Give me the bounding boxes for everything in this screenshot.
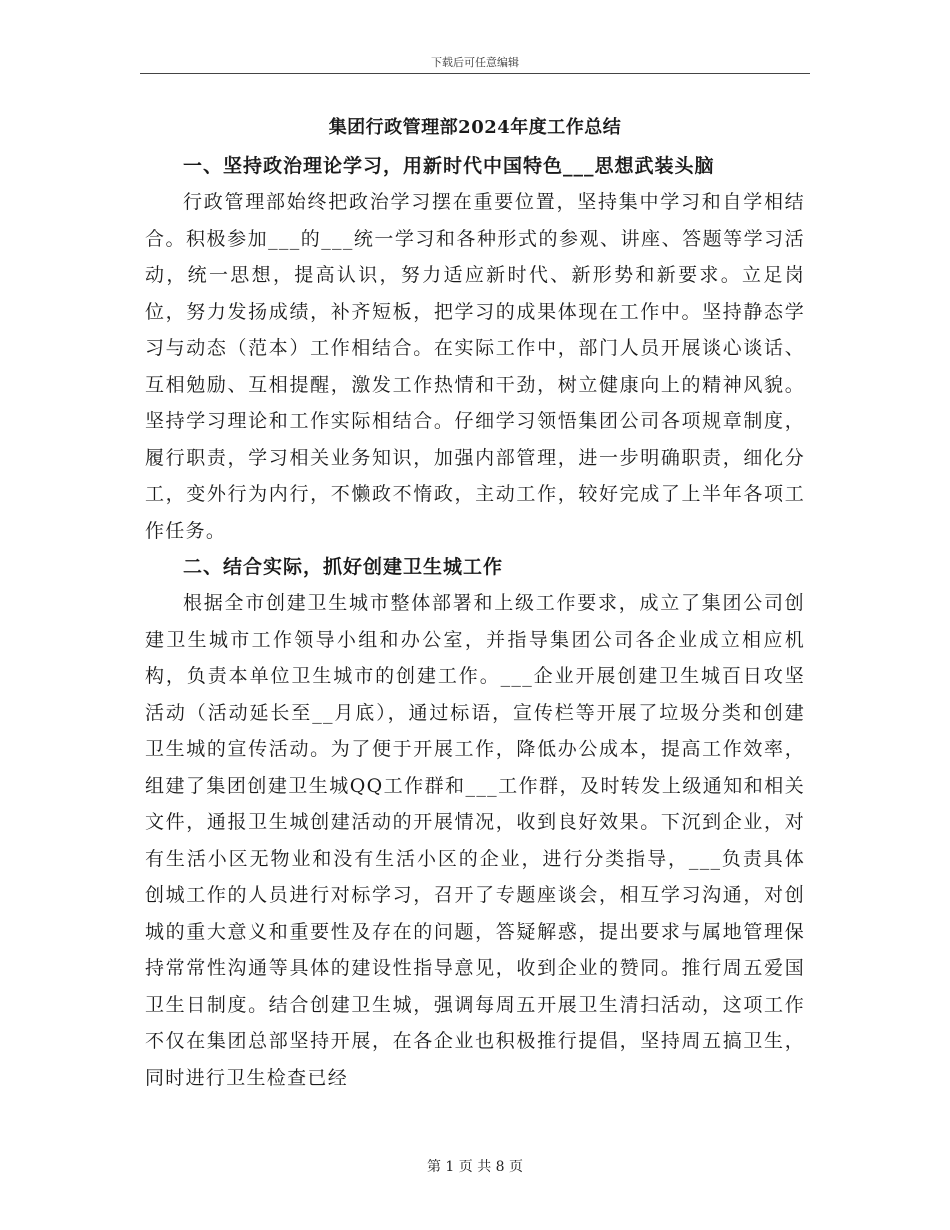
section-heading: 二、结合实际，抓好创建卫生城工作 (183, 556, 504, 578)
section-paragraph: 行政管理部始终把政治学习摆在重要位置，坚持集中学习和自学相结合。积极参加___的___统一学习和各种形式的参观、讲座、答题等学习活动，统一思想，提高认识，努力适应新时代、新形势和新要求。立足岗位，努力发扬成绩，补齐短板，把学习的成果体现在工作中。坚持静态学习与动态（范本）工作相结合。在实际工作中，部门人员开展谈心谈话、互相勉励、互相提醒，激发工作热情和干劲，树立健康向上的精神风貌。坚持学习理论和工作实际相结合。仔细学习领悟集团公司各项规章制度，履行职责，学习相关业务知识，加强内部管理，进一步明确职责，细化分工，变外行为内行，不懒政不惰政，主动工作，较好完成了上半年各项工作任务。 (145, 191, 805, 542)
section-heading: 一、坚持政治理论学习，用新时代中国特色___思想武装头脑 (183, 155, 715, 177)
section-political-study (145, 148, 805, 549)
section-paragraph: 根据全市创建卫生城市整体部署和上级工作要求，成立了集团公司创建卫生城市工作领导小组和办公室，并指导集团公司各企业成立相应机构，负责本单位卫生城市的创建工作。___企业开展创建卫生城百日攻坚活动（活动延长至__月底），通过标语，宣传栏等开展了垃圾分类和创建卫生城的宣传活动。为了便于开展工作，降低办公成本，提高工作效率，组建了集团创建卫生城QQ工作群和___工作群，及时转发上级通知和相关文件，通报卫生城创建活动的开展情况，收到良好效果。下沉到企业，对有生活小区无物业和没有生活小区的企业，进行分类指导，___负责具体创城工作的人员进行对标学习，召开了专题座谈会，相互学习沟通，对创城的重大意义和重要性及存在的问题，答疑解惑，提出要求与属地管理保持常常性沟通等具体的建设性指导意见，收到企业的赞同。推行周五爱国卫生日制度。结合创建卫生城，强调每周五开展卫生清扫活动，这项工作不仅在集团总部坚持开展，在各企业也积极推行提倡，坚持周五搞卫生，同时进行卫生检查已经 (145, 592, 805, 1089)
page-header-note: 下载后可任意编辑 (431, 56, 519, 69)
header-divider (140, 73, 810, 74)
document-title: 集团行政管理部2024年度工作总结 (328, 117, 622, 138)
page-number-footer: 第 1 页 共 8 页 (426, 1159, 524, 1175)
document-body (145, 112, 805, 1096)
section-sanitary-city (145, 549, 805, 1096)
